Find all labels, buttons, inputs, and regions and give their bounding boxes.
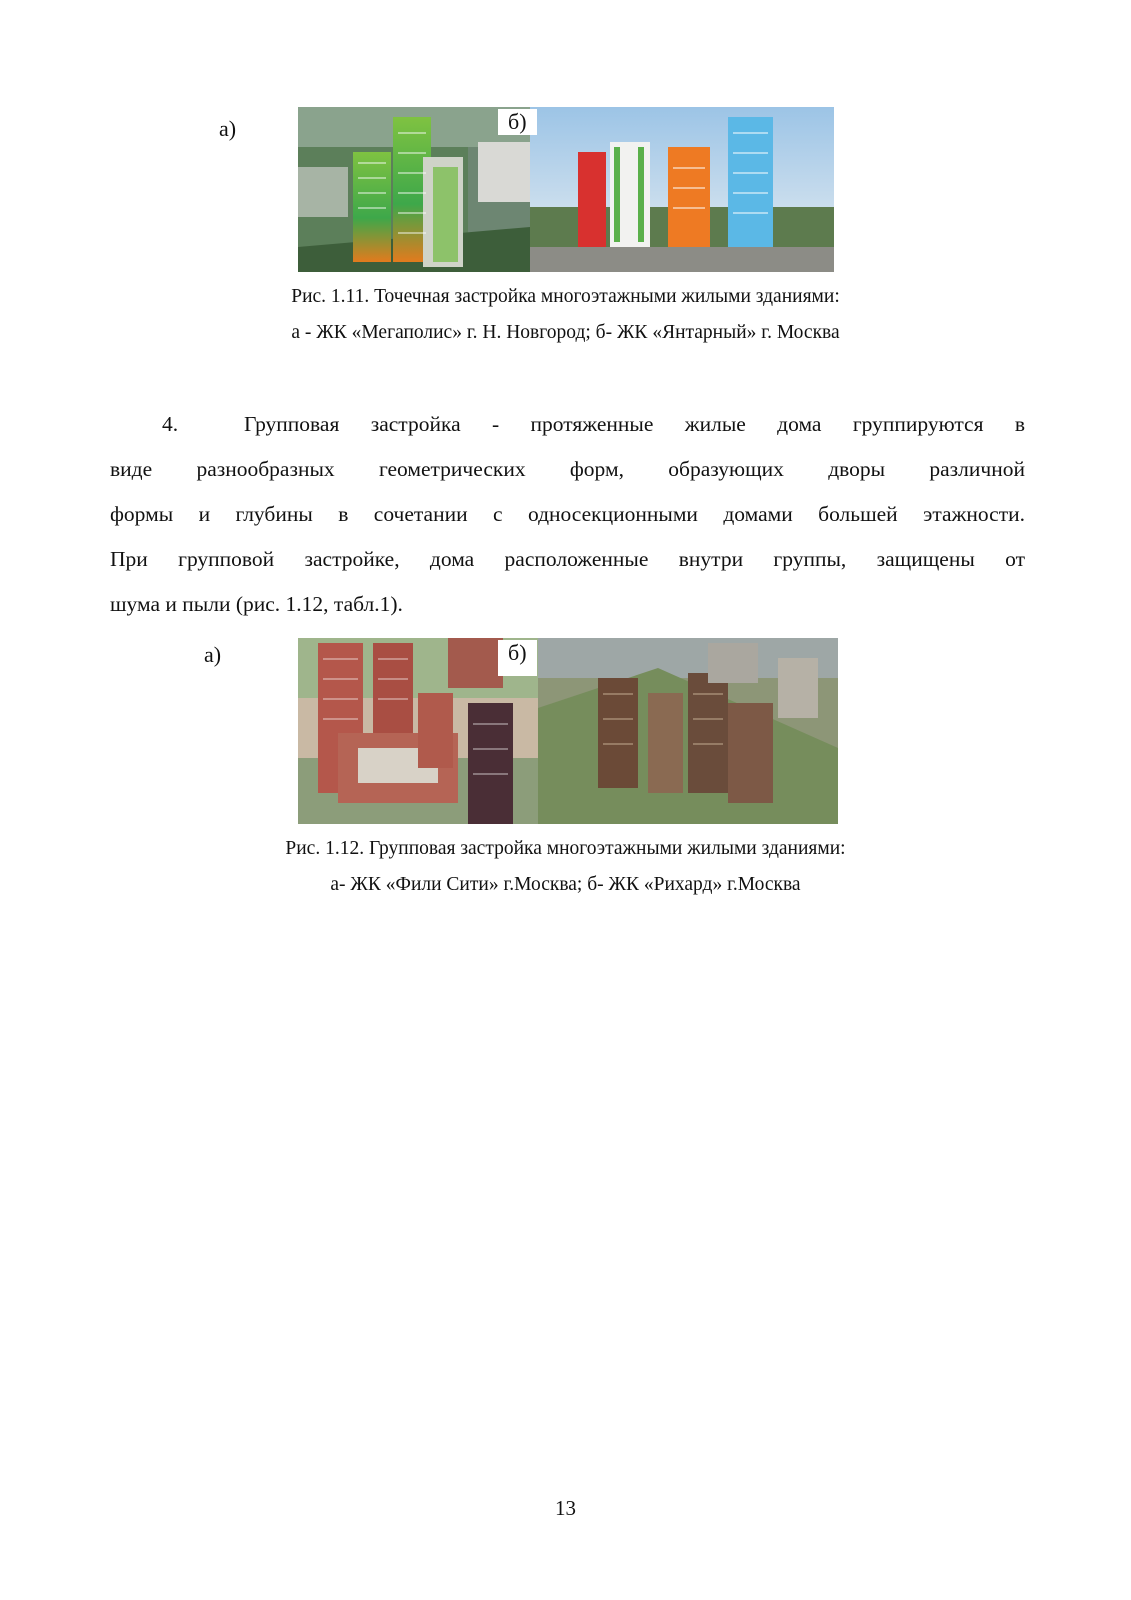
yantarny-photo (530, 107, 834, 272)
figure-1-12-image (298, 638, 838, 824)
figure-1-caption-line2: а - ЖК «Мегаполис» г. Н. Новгород; б- ЖК «Янтарный» г. Москва (291, 322, 840, 343)
figure-1-label-a: а) (219, 116, 237, 141)
paragraph-line-1: Групповая застройка - протяженные жилые дома группируются в (244, 412, 1025, 436)
figure-2-label-b: б) (498, 640, 537, 676)
body-paragraph (110, 402, 1025, 627)
list-number: 4. (162, 412, 179, 436)
figure-2-caption-line2: а- ЖК «Фили Сити» г.Москва; б- ЖК «Рихард» г.Москва (330, 874, 801, 895)
paragraph-line-3: формы и глубины в сочетании с односекционными домами большей этажности. (110, 502, 1025, 526)
figure-1-12-illustration (298, 638, 838, 824)
figure-1-11-illustration (298, 107, 834, 272)
megapolis-photo (298, 107, 530, 272)
paragraph-line-4: При групповой застройке, дома расположенные внутри группы, защищены от (110, 547, 1025, 571)
paragraph-line-5: шума и пыли (рис. 1.12, табл.1). (110, 592, 403, 616)
figure-2-caption-line1: Рис. 1.12. Групповая застройка многоэтажными жилыми зданиями: (285, 838, 846, 859)
figure-1-11-image (298, 107, 834, 272)
page-number: 13 (555, 1496, 576, 1520)
figure-1-label-b: б) (498, 109, 537, 135)
figure-2-label-a: а) (204, 642, 222, 667)
figure-1-caption-line1: Рис. 1.11. Точечная застройка многоэтажными жилыми зданиями: (291, 286, 840, 307)
paragraph-line-2: виде разнообразных геометрических форм, образующих дворы различной (110, 457, 1025, 481)
rikhard-photo (538, 638, 838, 824)
